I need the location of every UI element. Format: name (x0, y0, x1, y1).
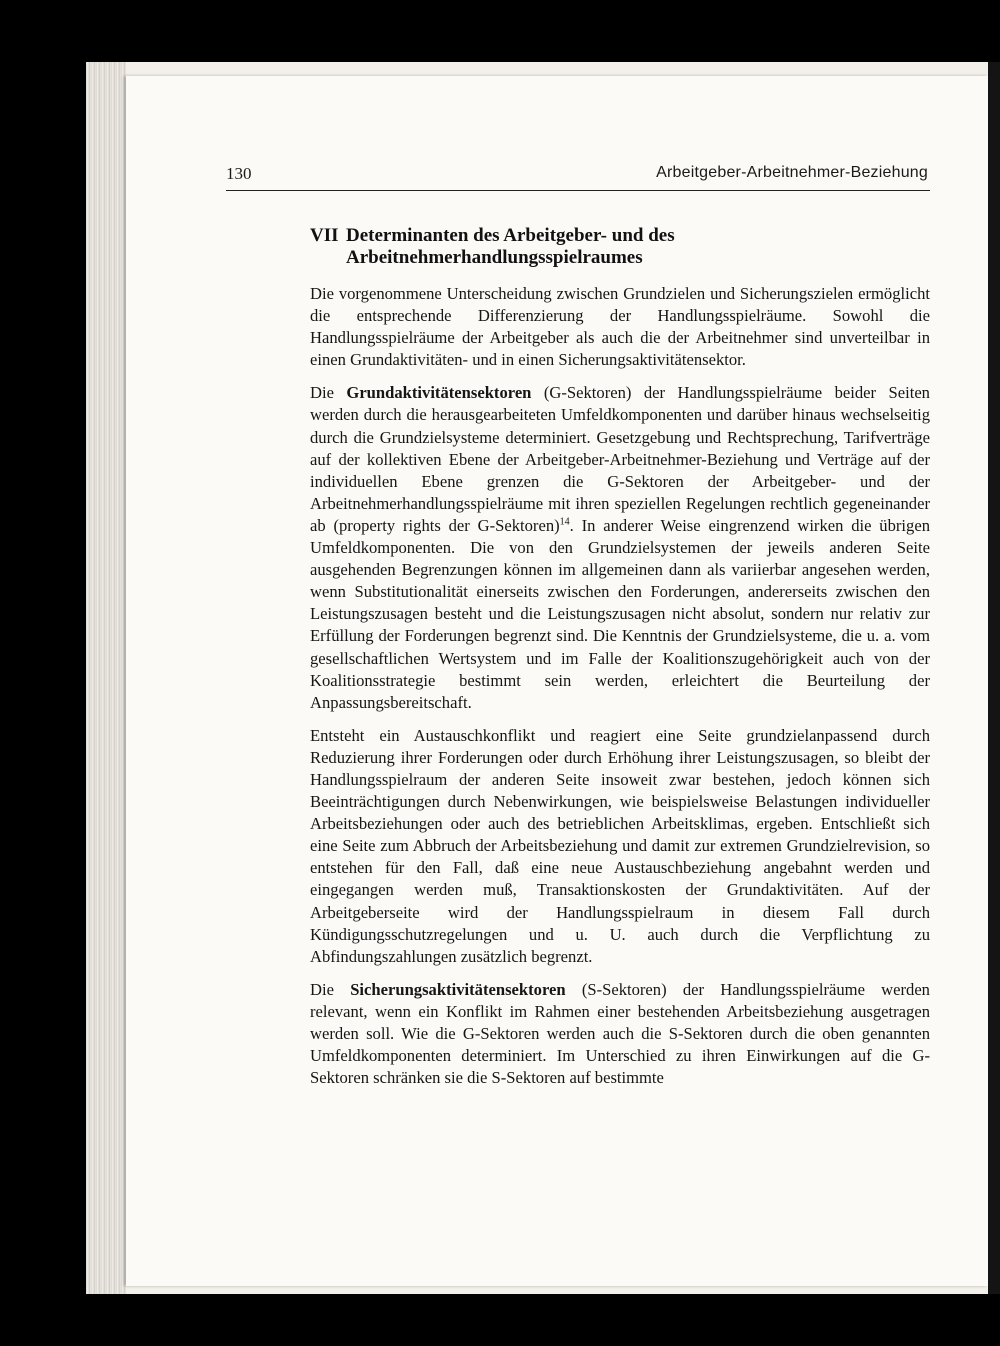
paragraph-4-text: (S-Sektoren) der Handlungsspielräume werden relevant, wenn ein Konflikt im Rahmen einer bestehenden Arbeitsbeziehung ausgetragen werden soll. Wie die G-Sektoren werden auch die S-Sektoren durch die oben genannten Umfeldkomponenten determiniert. Im Unterschied zu ihren Einwirkungen auf die G-Sektoren schränken sie die S-Sektoren auf bestimmte (310, 979, 930, 1088)
paragraph-2 (310, 382, 930, 713)
term-grundaktivitaetensektoren: Grundaktivitätensektoren (346, 383, 532, 403)
right-shadow (988, 62, 1000, 1294)
paragraph-2-lead: Die (310, 383, 334, 403)
page-edges (86, 62, 126, 1294)
body-text (310, 283, 930, 1100)
paragraph-1: Die vorgenommene Unterscheidung zwischen Grundzielen und Sicherungszielen ermöglicht die entsprechende Differenzierung der Handlungsspielräume. Sowohl die Handlungsspielräume der Arbeitgeber als auch die der Arbeitnehmer sind unverteilbar in einen Grundaktivitäten- und in einen Sicherungsaktivitätensektor. (310, 284, 930, 370)
paragraph-4-lead: Die (310, 979, 334, 999)
paragraph-4 (310, 979, 930, 1089)
page-header (226, 164, 930, 191)
page-number: 130 (226, 164, 252, 183)
footnote-ref: 14 (559, 516, 570, 528)
paragraph-2-text-a: (G-Sektoren) der Handlungsspielräume beider Seiten werden durch die herausgearbeiteten Umfeldkomponenten und darüber hinaus wechselseitig durch die Grundzielsysteme determiniert. Gesetzgebung und Rechtsprechung, Tarifverträge auf der kollektiven Ebene der Arbeitgeber-Arbeitnehmer-Beziehung und Verträge auf der individuellen Ebene grenzen die G-Sektoren der Arbeitgeber- und der Arbeitnehmerhandlungsspielräume mit ihren speziellen Regelungen rechtlich gegeneinander ab (property rights der G-Sektoren) (310, 383, 930, 535)
paragraph-3: Entsteht ein Austauschkonflikt und reagiert eine Seite grundzielanpassend durch Reduzierung ihrer Forderungen oder durch Erhöhung ihrer Leistungszusagen, so bleibt der Handlungsspielraum der anderen Seite insoweit zwar bestehen, jedoch können sich Beeinträchtigungen durch Nebenwirkungen, wie beispielsweise Belastungen individueller Arbeitsbeziehungen oder auch des betrieblichen Arbeitsklimas, ergeben. Entschließt sich eine Seite zum Abbruch der Arbeitsbeziehung und damit zur extremen Grundzielrevision, so entstehen für den Fall, daß eine neue Austauschbeziehung angebahnt werden und eingegangen werden muß, Transaktionskosten der Grundaktivitäten. Auf der Arbeitgeberseite wird der Handlungsspielraum in diesem Fall durch Kündigungsschutzregelungen und u. U. auch durch die Verpflichtung zu Abfindungszahlungen zusätzlich begrenzt. (310, 725, 930, 966)
chapter-number: VII (310, 225, 339, 246)
paragraph-2-text-b: . In anderer Weise eingrenzend wirken die übrigen Umfeldkomponenten. Die von den Grundzielsystemen der jeweils anderen Seite ausgehenden Begrenzungen können im allgemeinen dann als variierbar angesehen werden, wenn Substitutionalität einerseits zwischen den Forderungen, andererseits zwischen den Leistungszusagen besteht und die Leistungszusagen nicht absolut, sondern nur relativ zur Erfüllung der Forderungen begrenzt sind. Die Kenntnis der Grundzielsysteme, die u. a. vom gesellschaftlichen Wertsystem und im Falle der Koalitionszugehörigkeit auch von der Koalitionsstrategie bestimmt sein werden, erleichtert die Beurteilung der Anpassungsbereitschaft. (310, 515, 930, 712)
term-sicherungsaktivitaetensektoren: Sicherungsaktivitätensektoren (350, 979, 566, 999)
chapter-title: Determinanten des Arbeitgeber- und des Arbeitnehmerhandlungsspielraumes (346, 225, 675, 268)
running-head: Arbeitgeber-Arbeitnehmer-Beziehung (656, 164, 928, 181)
